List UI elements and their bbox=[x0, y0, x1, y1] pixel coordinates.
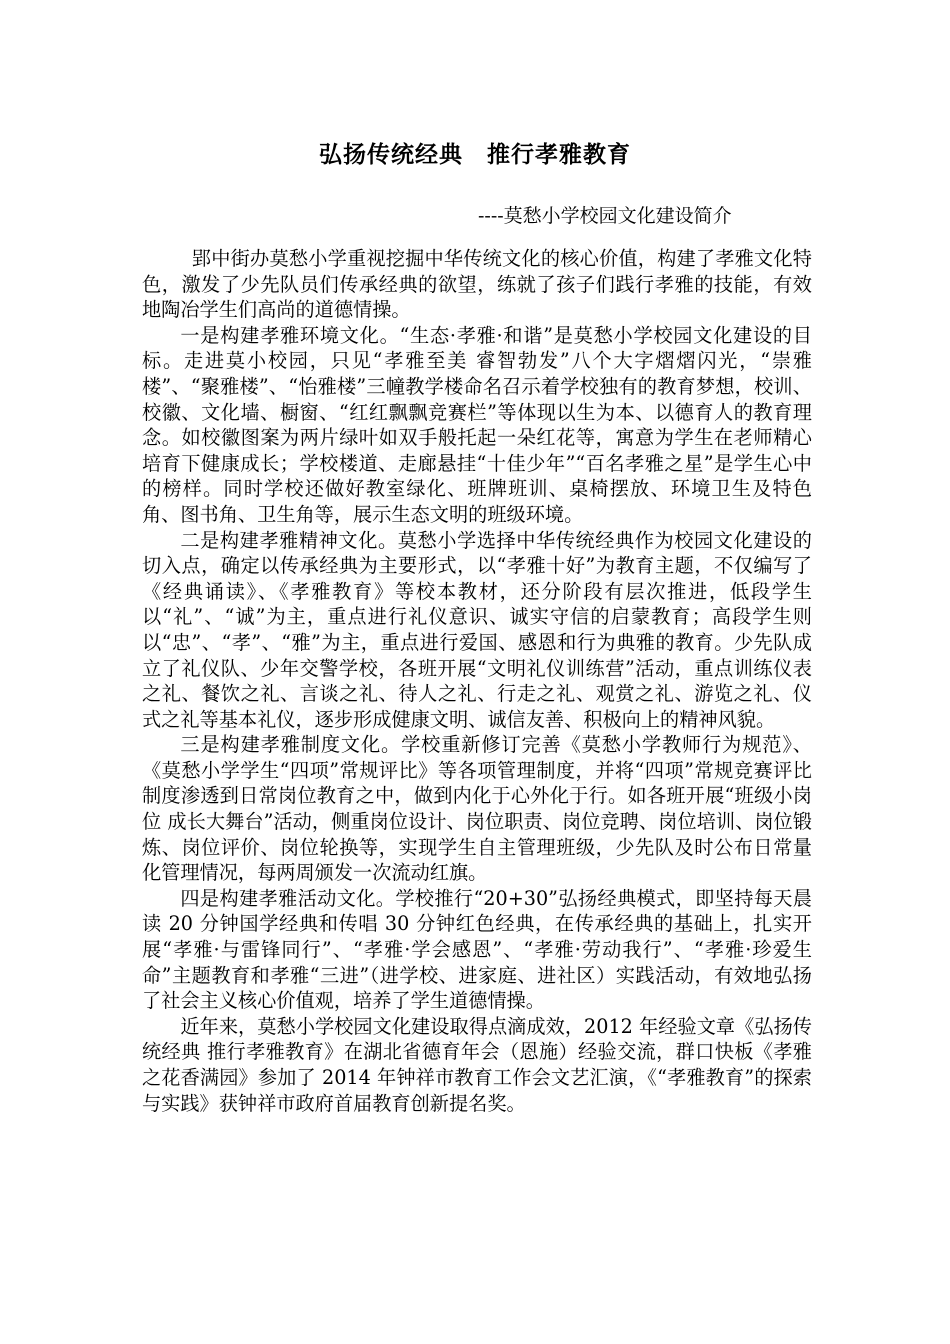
document-subtitle: ----莫愁小学校园文化建设简介 bbox=[478, 205, 732, 227]
document-body bbox=[142, 246, 812, 1116]
document-title: 弘扬传统经典 推行孝雅教育 bbox=[319, 142, 631, 168]
paragraph-environment-culture: 一是构建孝雅环境文化。“生态·孝雅·和谐”是莫愁小学校园文化建设的目标。走进莫小校园，只见“孝雅至美 睿智勃发”八个大字熠熠闪光，“崇雅楼”、“聚雅楼”、“怡雅楼”三幢教学楼命名召示着学校独有的教育梦想，校训、校徽、文化墙、橱窗、“红红飘飘竞赛栏”等体现以生为本、以德育人的教育理念。如校徽图案为两片绿叶如双手般托起一朵红花等，寓意为学生在老师精心培育下健康成长；学校楼道、走廊悬挂“十佳少年”“百名孝雅之星”是学生心中的榜样。同时学校还做好教室绿化、班牌班训、桌椅摆放、环境卫生及特色角、图书角、卫生角等，展示生态文明的班级环境。 bbox=[142, 323, 812, 526]
paragraph-intro: 郢中街办莫愁小学重视挖掘中华传统文化的核心价值，构建了孝雅文化特色，激发了少先队员们传承经典的欲望，练就了孩子们践行孝雅的技能，有效地陶冶学生们高尚的道德情操。 bbox=[142, 247, 812, 322]
paragraph-achievements: 近年来，莫愁小学校园文化建设取得点滴成效，2012 年经验文章《弘扬传统经典 推行孝雅教育》在湖北省德育年会（恩施）经验交流，群口快板《孝雅之花香满园》参加了 2014 年钟祥市教育工作会文艺汇演，《“孝雅教育”的探索与实践》获钟祥市政府首届教育创新提名奖。 bbox=[142, 1014, 812, 1115]
paragraph-activity-culture: 四是构建孝雅活动文化。学校推行“20+30”弘扬经典模式，即坚持每天晨读 20 分钟国学经典和传唱 30 分钟红色经典，在传承经典的基础上，扎实开展“孝雅·与雷锋同行”、“孝雅·学会感恩”、“孝雅·劳动我行”、“孝雅·珍爱生命”主题教育和孝雅“三进”（进学校、进家庭、进社区）实践活动，有效地弘扬了社会主义核心价值观，培养了学生道德情操。 bbox=[142, 886, 812, 1013]
paragraph-spiritual-culture: 二是构建孝雅精神文化。莫愁小学选择中华传统经典作为校园文化建设的切入点，确定以传承经典为主要形式，以“孝雅十好”为教育主题，不仅编写了《经典诵读》、《孝雅教育》等校本教材，还分阶段有层次推进，低段学生以“礼”、“诚”为主，重点进行礼仪意识、诚实守信的启蒙教育；高段学生则以“忠”、“孝”、“雅”为主，重点进行爱国、感恩和行为典雅的教育。少先队成立了礼仪队、少年交警学校，各班开展“文明礼仪训练营”活动，重点训练仪表之礼、餐饮之礼、言谈之礼、待人之礼、行走之礼、观赏之礼、游览之礼、仪式之礼等基本礼仪，逐步形成健康文明、诚信友善、积极向上的精神风貌。 bbox=[142, 528, 812, 731]
paragraph-institutional-culture: 三是构建孝雅制度文化。学校重新修订完善《莫愁小学教师行为规范》、《莫愁小学学生“四项”常规评比》等各项管理制度，并将“四项”常规竞赛评比制度渗透到日常岗位教育之中，做到内化于心外化于行。如各班开展“班级小岗位 成长大舞台”活动，侧重岗位设计、岗位职责、岗位竞聘、岗位培训、岗位锻炼、岗位评价、岗位轮换等，实现学生自主管理班级，少先队及时公布日常量化管理情况，每两周颁发一次流动红旗。 bbox=[142, 733, 812, 885]
